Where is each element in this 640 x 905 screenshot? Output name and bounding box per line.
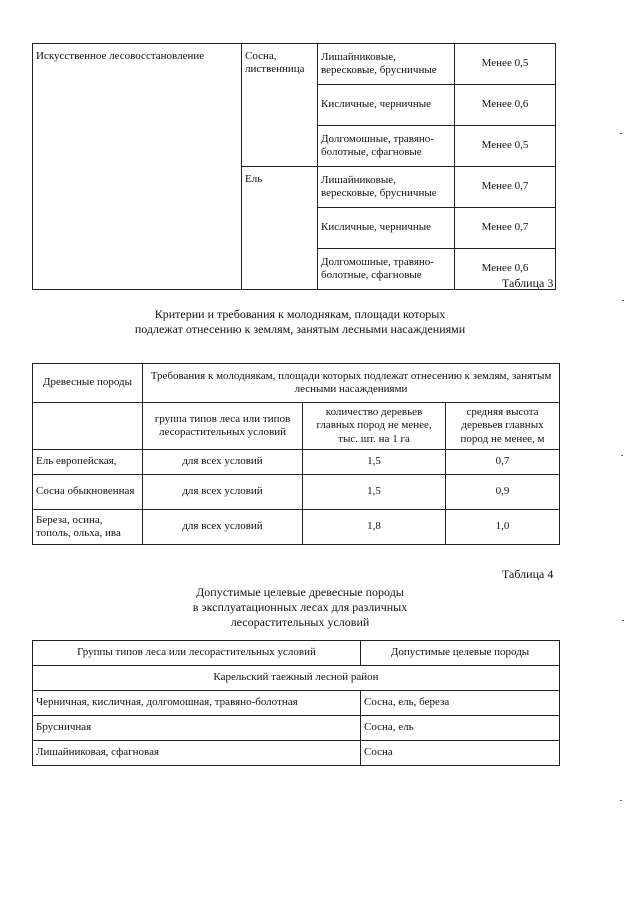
species-cell: Ель европейская,: [33, 450, 143, 475]
species-cell: Сосна, ель, береза: [361, 691, 560, 716]
scan-speck: [620, 133, 622, 134]
table3-title-line1: Критерии и требования к молоднякам, площади которых: [154, 307, 446, 321]
table-subheader-row: [33, 403, 560, 450]
value-cell: Менее 0,6: [455, 249, 556, 290]
table-row: [33, 450, 560, 475]
region-cell: Карельский таежный лесной район: [33, 666, 560, 691]
table4-title-line3: лесорастительных условий: [230, 615, 370, 629]
forest-type-cell: Кисличные, черничные: [318, 208, 455, 249]
scan-speck: [622, 620, 624, 621]
table4-label: Таблица 4: [502, 567, 554, 581]
group-cell: Брусничная: [33, 716, 361, 741]
table-region-row: [33, 666, 560, 691]
group-cell: для всех условий: [143, 450, 303, 475]
species-cell: Сосна: [361, 741, 560, 766]
forest-type-cell: Лишайниковые, вересковые, брусничные: [318, 44, 455, 85]
group-cell: для всех условий: [143, 510, 303, 545]
forest-type-cell: Долгомошные, травяно-болотные, сфагновые: [318, 126, 455, 167]
sub-height-header: средняя высота деревьев главных пород не менее, м: [446, 403, 560, 450]
scan-speck: [621, 455, 623, 456]
count-cell: 1,5: [303, 450, 446, 475]
table-row: [33, 741, 560, 766]
table3-label: Таблица 3: [502, 276, 554, 290]
reforestation-table: [32, 43, 556, 290]
table-header-row: [33, 641, 560, 666]
empty-cell: [33, 403, 143, 450]
scan-speck: [620, 800, 622, 801]
species-cell: Береза, осина, тополь, ольха, ива: [33, 510, 143, 545]
activity-cell: Искусственное лесовосстановление: [33, 44, 242, 290]
col-groups-header: Группы типов леса или лесорастительных условий: [33, 641, 361, 666]
scan-speck: [622, 300, 624, 301]
table-row: [33, 691, 560, 716]
table-row: [33, 716, 560, 741]
value-cell: Менее 0,6: [455, 85, 556, 126]
young-stands-table: [32, 363, 560, 545]
height-cell: 0,7: [446, 450, 560, 475]
forest-type-cell: Лишайниковые, вересковые, брусничные: [318, 167, 455, 208]
forest-type-cell: Долгомошные, травяно-болотные, сфагновые: [318, 249, 455, 290]
species-cell: Сосна обыкновенная: [33, 475, 143, 510]
species-cell: Сосна, лиственница: [242, 44, 318, 167]
species-cell: Сосна, ель: [361, 716, 560, 741]
table4-title-line1: Допустимые целевые древесные породы: [196, 585, 404, 599]
table3-title-line2: подлежат отнесению к землям, занятым лесными насаждениями: [134, 322, 466, 336]
height-cell: 0,9: [446, 475, 560, 510]
value-cell: Менее 0,7: [455, 167, 556, 208]
col-species-header: Допустимые целевые породы: [361, 641, 560, 666]
col-requirements-header: Требования к молоднякам, площади которых подлежат отнесению к землям, занятым лесными насаждениями: [143, 364, 560, 403]
sub-group-header: группа типов леса или типов лесорастительных условий: [143, 403, 303, 450]
forest-type-cell: Кисличные, черничные: [318, 85, 455, 126]
value-cell: Менее 0,7: [455, 208, 556, 249]
table-row: [33, 475, 560, 510]
height-cell: 1,0: [446, 510, 560, 545]
table-row: [33, 44, 556, 85]
value-cell: Менее 0,5: [455, 126, 556, 167]
count-cell: 1,8: [303, 510, 446, 545]
value-cell: Менее 0,5: [455, 44, 556, 85]
table-row: [33, 510, 560, 545]
table4-title-line2: в эксплуатационных лесах для различных: [192, 600, 408, 614]
count-cell: 1,5: [303, 475, 446, 510]
table-header-row: [33, 364, 560, 403]
target-species-table: [32, 640, 560, 766]
group-cell: Черничная, кисличная, долгомошная, травяно-болотная: [33, 691, 361, 716]
group-cell: Лишайниковая, сфагновая: [33, 741, 361, 766]
species-cell: Ель: [242, 167, 318, 290]
group-cell: для всех условий: [143, 475, 303, 510]
sub-count-header: количество деревьев главных пород не менее, тыс. шт. на 1 га: [303, 403, 446, 450]
col-species-header: Древесные породы: [33, 364, 143, 403]
